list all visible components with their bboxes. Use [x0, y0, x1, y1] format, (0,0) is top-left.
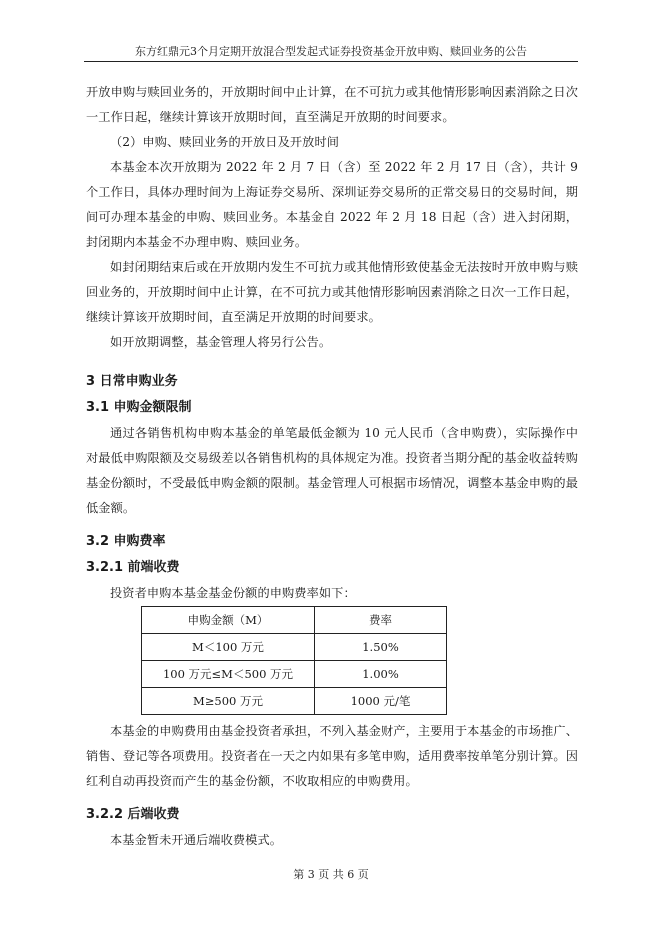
table-cell: M＜100 万元 — [142, 634, 315, 661]
fee-table — [141, 606, 447, 715]
table-cell: 1.00% — [315, 661, 447, 688]
section-heading-3: 3 日常申购业务 — [86, 374, 178, 389]
table-cell: M≥500 万元 — [142, 688, 315, 715]
page-footer — [0, 866, 662, 882]
section-heading-3-1: 3.1 申购金额限制 — [86, 400, 192, 415]
paragraph-back-end: 本基金暂未开通后端收费模式。 — [110, 833, 283, 847]
subheading-open-dates: （2）申购、赎回业务的开放日及开放时间 — [110, 135, 340, 149]
table-row — [142, 634, 447, 661]
paragraph-continued: 开放申购与赎回业务的，开放期时间中止计算，在不可抗力或其他情形影响因素消除之日次一工作日起，继续计算该开放期时间，直至满足开放期的时间要求。 — [86, 85, 578, 124]
document-body — [86, 80, 578, 853]
page-header — [84, 42, 578, 62]
paragraph-adjustment: 如开放期调整，基金管理人将另行公告。 — [110, 335, 332, 349]
page-number: 第 3 页 共 6 页 — [293, 868, 369, 881]
table-header-cell: 费率 — [315, 607, 447, 634]
paragraph-open-period: 本基金本次开放期为 2022 年 2 月 7 日（含）至 2022 年 2 月 17 日（含），共计 9 个工作日，具体办理时间为上海证券交易所、深圳证券交易所的正常交易日的交易时间，期间可办理本基金的申购、赎回业务。本基金自 2022 年 2 月 18 日起（含）进入封闭期，封闭期内本基金不办理申购、赎回业务。 — [86, 160, 578, 249]
paragraph-fee-intro: 投资者申购本基金基金份额的申购费率如下： — [110, 586, 356, 600]
table-cell: 1.50% — [315, 634, 447, 661]
paragraph-min-amount: 通过各销售机构申购本基金的单笔最低金额为 10 元人民币（含申购费），实际操作中对最低申购限额及交易级差以各销售机构的具体规定为准。投资者当期分配的基金收益转购基金份额时，不受最低申购金额的限制。基金管理人可根据市场情况，调整本基金申购的最低金额。 — [86, 426, 578, 515]
paragraph-fee-usage: 本基金的申购费用由基金投资者承担，不列入基金财产，主要用于本基金的市场推广、销售、登记等各项费用。投资者在一天之内如果有多笔申购，适用费率按单笔分别计算。因红利自动再投资而产生的基金份额，不收取相应的申购费用。 — [86, 724, 578, 788]
table-cell: 100 万元≤M＜500 万元 — [142, 661, 315, 688]
table-row — [142, 661, 447, 688]
section-heading-3-2-1: 3.2.1 前端收费 — [86, 560, 180, 575]
section-heading-3-2-2: 3.2.2 后端收费 — [86, 807, 180, 822]
header-title: 东方红鼎元3个月定期开放混合型发起式证券投资基金开放申购、赎回业务的公告 — [135, 45, 527, 58]
section-heading-3-2: 3.2 申购费率 — [86, 534, 166, 549]
table-cell: 1000 元/笔 — [315, 688, 447, 715]
table-header-row — [142, 607, 447, 634]
table-header-cell: 申购金额（M） — [142, 607, 315, 634]
table-row — [142, 688, 447, 715]
paragraph-force-majeure: 如封闭期结束后或在开放期内发生不可抗力或其他情形致使基金无法按时开放申购与赎回业务的，开放期时间中止计算，在不可抗力或其他情形影响因素消除之日次一工作日起，继续计算该开放期时间，直至满足开放期的时间要求。 — [86, 260, 578, 324]
